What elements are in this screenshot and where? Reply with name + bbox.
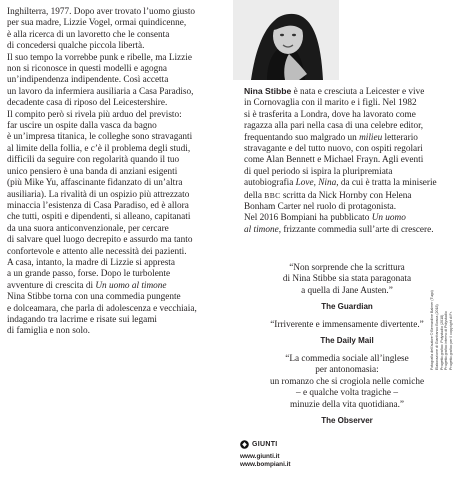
bio-italic-uomo: Un uomo <box>371 213 406 224</box>
bio-italic-timone: al timone <box>244 224 279 235</box>
bio-text: autobiografia <box>244 178 296 189</box>
synopsis-line: minaccia l’esistenza di Casa Paradiso, ed è allora <box>7 200 189 211</box>
quote-source: The Observer <box>321 416 373 426</box>
synopsis-line: è alla ricerca di un lavoretto che le consenta <box>7 29 170 40</box>
author-portrait-image <box>233 0 339 80</box>
author-bio <box>244 86 450 236</box>
quote-line: a quella di Jane Austen.” <box>301 285 393 296</box>
quote-line: “Non sorprende che la scrittura <box>289 263 405 273</box>
credit-line: Progetto grafico interno di Polystudio <box>444 311 449 370</box>
bio-line <box>244 86 450 98</box>
synopsis-line: confortevole e attento alle necessità dei pazienti. <box>7 246 187 257</box>
bio-text: della <box>244 190 265 201</box>
synopsis-line: A casa, intanto, la madre di Lizzie si appresta <box>7 257 175 268</box>
synopsis-line: unico pensiero è una banda di anziani esigenti <box>7 166 178 177</box>
synopsis-line: un lavoro da infermiera ausiliaria a Casa Paradiso, <box>7 86 194 97</box>
quote-line: un romanzo che si crogiola nelle comiche <box>269 376 425 387</box>
quote-line: di Nina Stibbe sia stata paragonata <box>282 274 412 285</box>
author-photo <box>233 0 339 80</box>
synopsis-line: da una suora anticonvenzionale, per cercare <box>7 223 169 234</box>
bio-italic-milieu: milieu <box>359 132 383 143</box>
bio-text: è nata e cresciuta a Leicester e vive <box>291 87 425 97</box>
giunti-logo-icon <box>240 440 249 449</box>
quote-line: per antonomasia: <box>315 365 379 376</box>
synopsis-line: decadente casa di riposo del Leicestershire. <box>7 98 168 109</box>
bio-line: di quel periodo si ispira la pluripremiata <box>244 166 393 177</box>
synopsis-line: non si riconosce in questi modelli e agogna <box>7 64 168 75</box>
bio-line: Bonham Carter nel ruolo di protagonista. <box>244 202 397 213</box>
synopsis-line: al limite della follia, e c’è il problema degli studi, <box>7 143 191 154</box>
synopsis-line: ausiliaria). La rivalità di un ospizio più attrezzato <box>7 189 190 200</box>
bio-line <box>244 190 450 202</box>
bio-text: , frizzante commedia sull’arte di crescere. <box>278 224 434 235</box>
bio-text: letterario <box>382 132 418 143</box>
synopsis-line: un’indipendenza indipendente. Così accetta <box>7 75 169 86</box>
quote-line: “La commedia sociale all’inglese <box>285 354 409 364</box>
synopsis-line: per sua madre, Lizzie Vogel, ormai quindicenne, <box>7 18 187 29</box>
press-quote-daily-mail <box>244 320 450 347</box>
author-name: Nina Stibbe <box>244 86 292 96</box>
synopsis-line: (più Mike Yu, affascinante fidanzato di un’altra <box>7 178 183 189</box>
credit-line: Fotografia dell’autore © Bernardine Balmer (Tugo) <box>430 290 434 370</box>
synopsis-column <box>7 7 225 338</box>
credit-line: Progetto grafico per il copyright di Fr. <box>449 311 454 370</box>
bio-bbc: BBC <box>264 190 281 200</box>
bio-text: , da cui è tratta la miniserie <box>336 178 437 189</box>
synopsis-line: Il suo tempo la vorrebbe punk e ribelle, ma Lizzie <box>7 52 192 63</box>
synopsis-line: e dolceamara, che parla di adolescenza e vecchiaia, <box>7 303 197 314</box>
synopsis-line: di famiglia e non solo. <box>7 326 90 337</box>
credit-line: Progetto grafico: Polystudio (2018) <box>439 314 444 370</box>
bio-line <box>244 178 450 189</box>
synopsis-line: difficili da seguire con regolarità quando il tuo <box>7 155 180 166</box>
publisher-logo <box>240 440 291 449</box>
bio-line: in Cornovaglia con il marito e i figli. Nel 1982 <box>244 98 417 109</box>
press-quote-observer <box>244 354 450 426</box>
synopsis-line: Nina Stibbe torna con una commedia pungente <box>7 292 181 303</box>
bio-line <box>244 213 450 224</box>
bio-line: come Alan Bennett e Michael Frayn. Agli eventi <box>244 155 424 166</box>
publisher-logo-text: GIUNTI <box>252 441 278 448</box>
bio-text: scritta da Nick Hornby con Helena <box>280 190 412 201</box>
synopsis-line: Inghilterra, 1977. Dopo aver trovato l’uomo giusto <box>7 7 196 17</box>
credit-line: Elaborazione di Gianfranco Bosca (2018) <box>434 304 439 370</box>
synopsis-line: a un grande passo, forse. Dopo le turbolente <box>7 269 171 280</box>
synopsis-line: è un’impresa titanica, le colleghe sono stravaganti <box>7 132 193 143</box>
publisher-url-bompiani[interactable]: www.bompiani.it <box>240 461 291 469</box>
quote-source: The Guardian <box>321 302 373 312</box>
bio-italic-love-nina: Love, Nina <box>295 178 337 189</box>
photo-credits <box>430 290 464 370</box>
synopsis-text: avventure di crescita di <box>7 280 96 291</box>
bio-text: Nel 2016 Bompiani ha pubblicato <box>244 213 372 224</box>
synopsis-line: di salvare quel luogo decrepito e assurdo ma tanto <box>7 235 193 246</box>
bio-line <box>244 225 450 236</box>
synopsis-line: che tutti, ospiti e dipendenti, si alleano, capitanati <box>7 212 191 223</box>
quote-line: – e qualche volta tragiche – <box>296 388 398 399</box>
publisher-url-giunti[interactable]: www.giunti.it <box>240 453 280 460</box>
bio-line: stravagante e del tutto nuovo, con ospiti regolari <box>244 144 423 155</box>
quote-source: The Daily Mail <box>320 336 374 346</box>
bio-line <box>244 133 450 144</box>
bio-line: si è trasferita a Londra, dove ha lavorato come <box>244 109 416 120</box>
book-title-italic: Un uomo al timone <box>95 280 167 291</box>
publisher-block <box>240 440 291 470</box>
synopsis-line: far uscire un ospite dalla vasca da bagno <box>7 121 157 132</box>
synopsis-line: di concedersi qualche piccola libertà. <box>7 41 145 52</box>
quote-line: minuzie della vita quotidiana.” <box>289 399 405 410</box>
synopsis-line: Il compito però si rivela più arduo del previsto: <box>7 109 182 120</box>
bio-line: ragazza alla pari nella casa di una celebre editor, <box>244 121 424 132</box>
quote-line: “Irriverente e immensamente divertente.” <box>270 320 424 330</box>
bio-text: frequentando suo malgrado un <box>244 132 360 143</box>
press-quote-guardian <box>244 263 450 313</box>
synopsis-line <box>7 281 225 292</box>
synopsis-line: indagando tra lacrime e risate sui legami <box>7 314 157 325</box>
